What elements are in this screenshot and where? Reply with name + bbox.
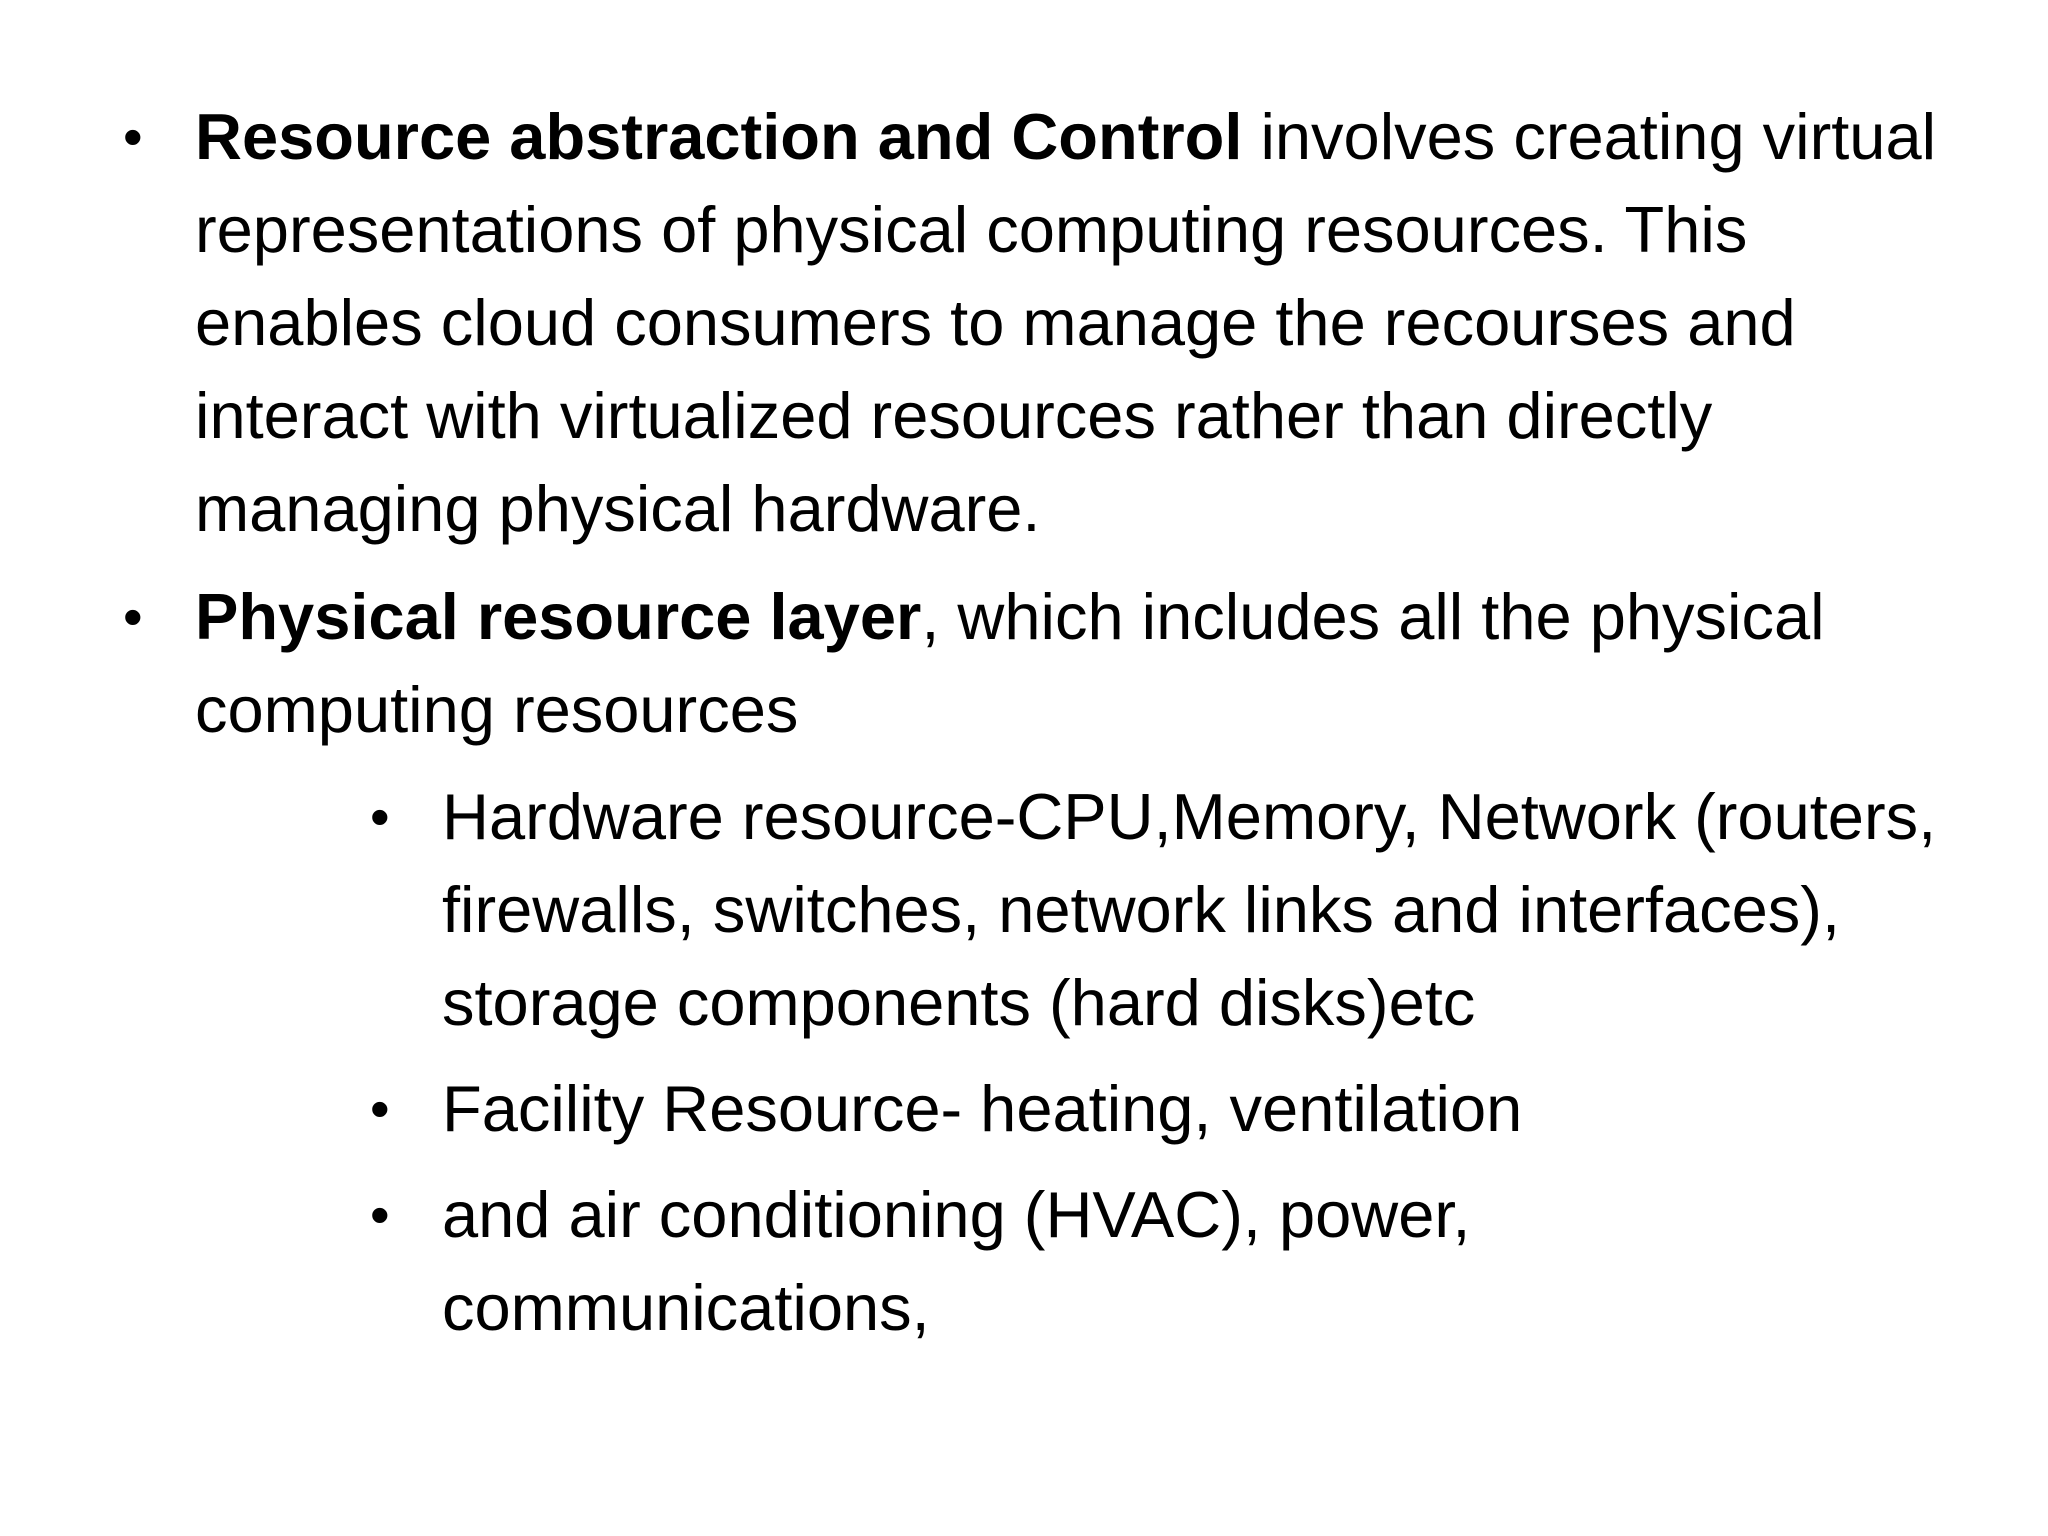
- bullet-dot-icon: •: [123, 585, 143, 648]
- bullet-dot-icon: •: [370, 1183, 390, 1246]
- bullet-text: [195, 570, 1955, 756]
- sub-bullet-item-hvac: [370, 1168, 1942, 1354]
- bullet-bold-term: Resource abstraction and Control: [195, 100, 1243, 173]
- sub-bullet-item-facility: [370, 1062, 1942, 1155]
- bullet-dot-icon: •: [123, 105, 143, 168]
- bullet-item-physical-resource-layer: [123, 570, 1955, 756]
- sub-bullet-text: and air conditioning (HVAC), power, communications,: [442, 1178, 1471, 1344]
- sub-bullet-text: Facility Resource- heating, ventilation: [442, 1072, 1523, 1145]
- bullet-text: [195, 90, 1955, 555]
- bullet-description: , which includes all the physical computing resources: [195, 580, 1825, 746]
- bullet-description: involves creating virtual representations of physical computing resources. This enables cloud consumers to manage the recourses and interact with virtualized resources rather than directly managing physical hardware.: [195, 100, 1937, 545]
- bullet-bold-term: Physical resource layer: [195, 580, 922, 653]
- sub-bullet-text: Hardware resource-CPU,Memory, Network (routers, firewalls, switches, network links and interfaces), storage components (hard disks)etc: [442, 780, 1937, 1039]
- bullet-item-resource-abstraction: [123, 90, 1955, 555]
- bullet-dot-icon: •: [370, 1077, 390, 1140]
- sub-bullet-item-hardware: [370, 770, 1942, 1049]
- bullet-dot-icon: •: [370, 785, 390, 848]
